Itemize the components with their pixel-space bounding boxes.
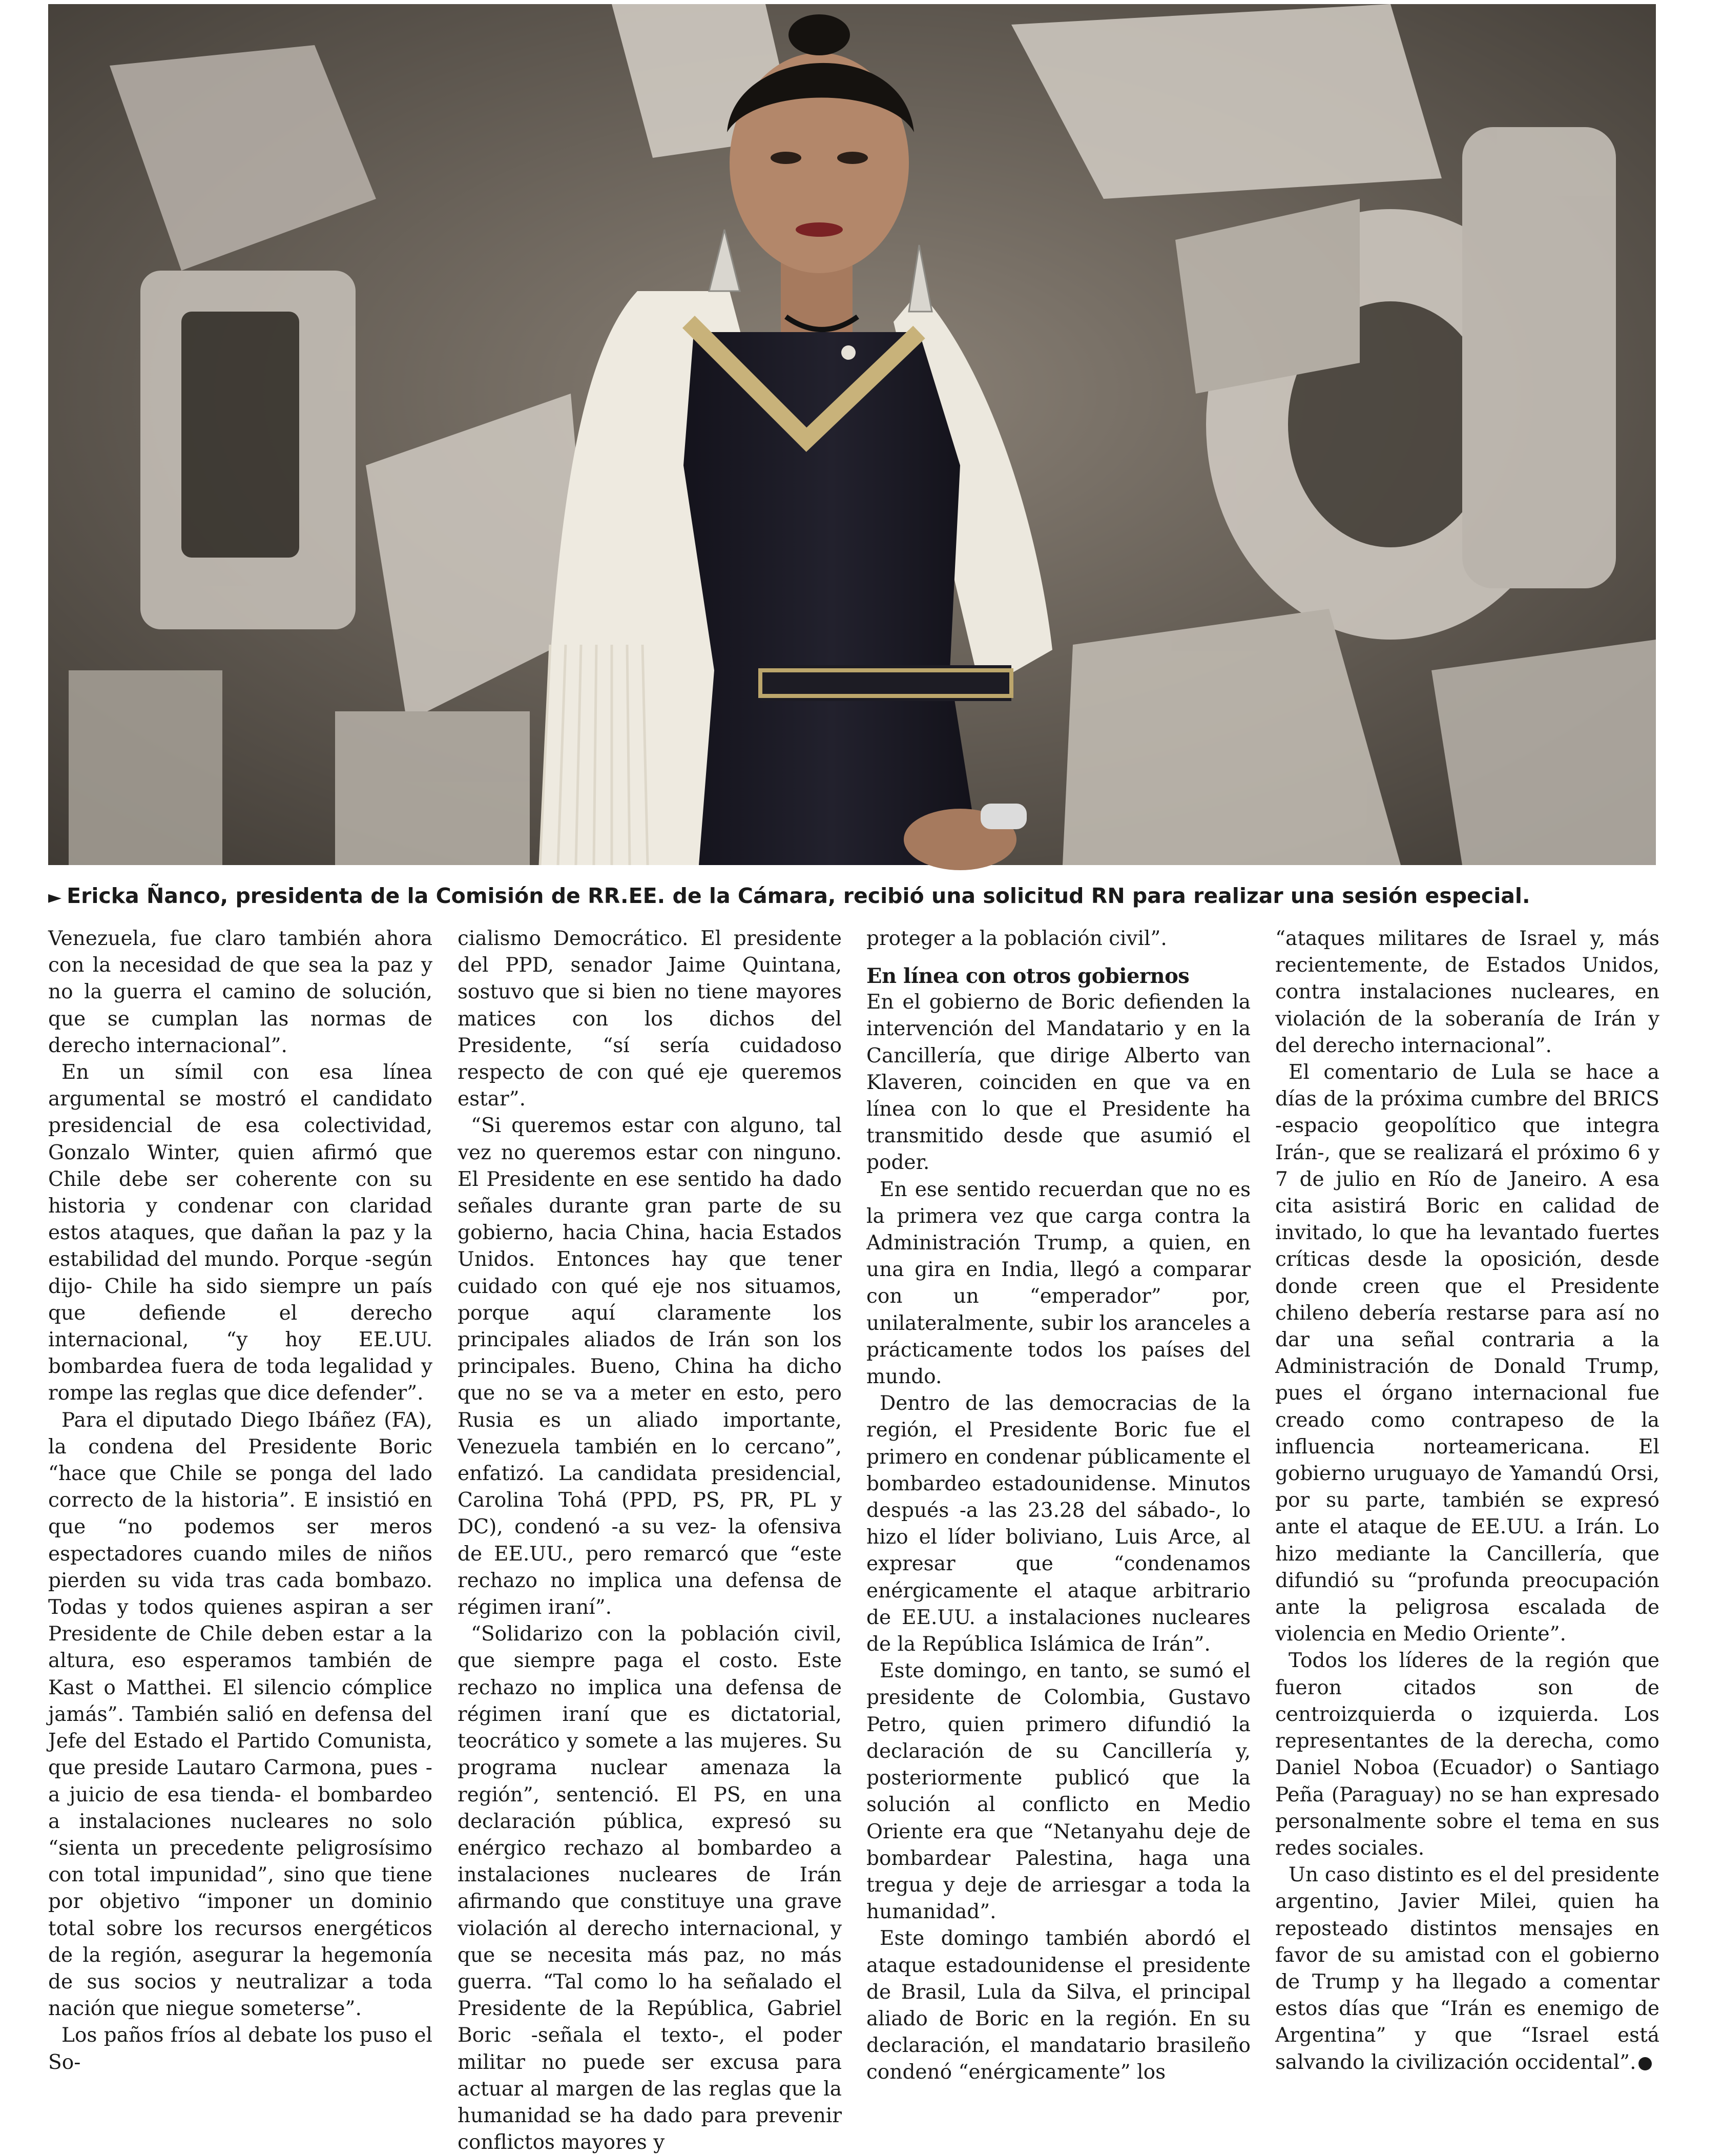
paragraph: En el gobierno de Boric defienden la intervención del Mandatario y en la Cancillería, que dirige Alberto van Klaveren, coinciden en que va en línea con lo que el Presidente ha transmitido desde que asumió el poder. (866, 991, 1251, 1175)
paragraph: Para el diputado Diego Ibáñez (FA), la condena del Presidente Boric “hace que Chile se ponga del lado correcto de la historia”. E insistió en que “no podemos ser meros espectadores cuando miles de niños pierden su vida tras cada bombazo. Todas y todos quienes aspiran a ser Presidente de Chile deben estar a la altura, eso esperamos también de Kast o Matthei. El silencio cómplice jamás”. También salió en defensa del Jefe del Estado el Partido Comunista, que preside Lautaro Carmona, pues -a juicio de esa tienda- el bombardeo a instalaciones nucleares no solo “sienta un precedente peligrosísimo con total impunidad”, sino que tiene por objetivo “imponer un dominio total sobre los recursos energéticos de la región, asegurar la hegemonía de sus socios y neutralizar a toda nación que niegue someterse”. (48, 1408, 432, 2021)
article-column-2 (458, 926, 842, 2154)
paragraph: Venezuela, fue claro también ahora con la necesidad de que sea la paz y no la guerra el camino de solución, que se cumplan las normas de derecho internacional”. (48, 927, 432, 1057)
article-column-1 (48, 926, 432, 2074)
last-paragraph (1275, 1862, 1659, 2076)
paragraph: Este domingo también abordó el ataque estadounidense el presidente de Brasil, Lula da Silva, el principal aliado de Boric en la región. En su declaración, el mandatario brasileño condenó “enérgicamente” los (866, 1927, 1251, 2084)
section-heading: En línea con otros gobiernos (866, 964, 1190, 989)
photo-caption (48, 880, 1662, 911)
end-of-article-icon (1638, 2057, 1652, 2070)
paragraph: Este domingo, en tanto, se sumó el presidente de Colombia, Gustavo Petro, quien primero difundió la declaración de su Cancillería y, posteriormente publicó que la solución al conflicto en Medio Oriente era que “Netanyahu deje de bombardear Palestina, haga una tregua y deje de arriesgar a toda la humanidad”. (866, 1659, 1251, 1924)
paragraph: El comentario de Lula se hace a días de la próxima cumbre del BRICS -espacio geopolítico que integra Irán-, que se realizará el próximo 6 y 7 de julio en Río de Janeiro. A esa cita asistirá Boric en calidad de invitado, lo que ha levantado fuertes críticas desde la oposición, desde donde creen que el Presidente chileno debería restarse para así no dar una señal contraria a la Administración de Donald Trump, pues el órgano internacional fue creado como contrapeso de la influencia norteamericana. El gobierno uruguayo de Yamandú Orsi, por su parte, también se expresó ante el ataque de EE.UU. a Irán. Lo hizo mediante la Cancillería, que difundió su “profunda preocupación ante la peligrosa escalada de violencia en Medio Oriente”. (1275, 1061, 1659, 1646)
paragraph: Los paños fríos al debate los puso el So- (48, 2024, 432, 2074)
caption-marker-icon: ► (48, 887, 62, 908)
paragraph: En un símil con esa línea argumental se mostró el candidato presidencial de esa colectividad, Gonzalo Winter, quien afirmó que Chile debe ser coherente con su historia y condenar con claridad estos ataques, que dañan la paz y la estabilidad del mundo. Porque -según dijo- Chile ha sido siempre un país que defiende el derecho internacional, “y hoy EE.UU. bombardea fuera de toda legalidad y rompe las reglas que dice defender”. (48, 1061, 432, 1405)
article-column-3 (866, 926, 1251, 2084)
paragraph-text: Un caso distinto es el del presidente argentino, Javier Milei, quien ha reposteado distintos mensajes en favor de su amistad con el gobierno de Trump y ha llegado a comentar estos días que “Irán es enemigo de Argentina” y que “Israel está salvando la civilización occidental”. (1275, 1863, 1659, 2074)
caption-text: Ericka Ñanco, presidenta de la Comisión de RR.EE. de la Cámara, recibió una solicitud RN para realizar una sesión especial. (67, 884, 1530, 908)
paragraph: “Solidarizo con la población civil, que siempre paga el costo. Este rechazo no implica una defensa de régimen iraní que es dictatorial, teocrático y somete a las mujeres. Su programa nuclear amenaza la región”, sentenció. El PS, en una declaración pública, expresó su enérgico rechazo al bombardeo a instalaciones nucleares de Irán afirmando que constituye una grave violación al derecho internacional, y que se necesita más paz, no más guerra. “Tal como lo ha señalado el Presidente de la República, Gabriel Boric -señala el texto-, el poder militar no puede ser excusa para actuar al margen de las reglas que la humanidad se ha dado para prevenir conflictos mayores y (458, 1623, 842, 2154)
paragraph: “Si queremos estar con alguno, tal vez no queremos estar con ninguno. El Presidente en ese sentido ha dado señales durante gran parte de su gobierno, hacia China, hacia Estados Unidos. Entonces hay que tener cuidado con qué eje nos situamos, porque aquí claramente los principales aliados de Irán son los principales. Bueno, China ha dicho que no se va a meter en esto, pero Rusia es un aliado importante, Venezuela también en lo cercano”, enfatizó. La candidata presidencial, Carolina Tohá (PPD, PS, PR, PL y DC), condenó -a su vez- la ofensiva de EE.UU., pero remarcó que “este rechazo no implica una defensa de régimen iraní”. (458, 1114, 842, 1619)
paragraph: cialismo Democrático. El presidente del PPD, senador Jaime Quintana, sostuvo que si bien no tiene mayores matices con los dichos del Presidente, “sí sería cuidadoso respecto de con qué eje queremos estar”. (458, 927, 842, 1111)
paragraph: Todos los líderes de la región que fueron citados son de centroizquierda o izquierda. Los representantes de la derecha, como Daniel Noboa (Ecuador) o Santiago Peña (Paraguay) no se han expresado personalmente sobre el tema en sus redes sociales. (1275, 1649, 1659, 1860)
paragraph: En ese sentido recuerdan que no es la primera vez que carga contra la Administración Trump, a quien, en una gira en India, llegó a comparar con un “emperador” por, unilateralmente, subir los aranceles a prácticamente todos los países del mundo. (866, 1178, 1251, 1389)
paragraph: Dentro de las democracias de la región, el Presidente Boric fue el primero en condenar públicamente el bombardeo estadounidense. Minutos después -a las 23.28 del sábado-, lo hizo el líder boliviano, Luis Arce, al expresar que “condenamos enérgicamente el ataque arbitrario de EE.UU. a instalaciones nucleares de la República Islámica de Irán”. (866, 1392, 1251, 1656)
paragraph: “ataques militares de Israel y, más recientemente, de Estados Unidos, contra instalaciones nucleares, en violación de la soberanía de Irán y del derecho internacional”. (1275, 927, 1659, 1057)
paragraph: proteger a la población civil”. (866, 927, 1167, 950)
portrait-photo-illustration (48, 4, 1656, 865)
article-column-4 (1275, 926, 1659, 2074)
article-photo (48, 4, 1656, 865)
